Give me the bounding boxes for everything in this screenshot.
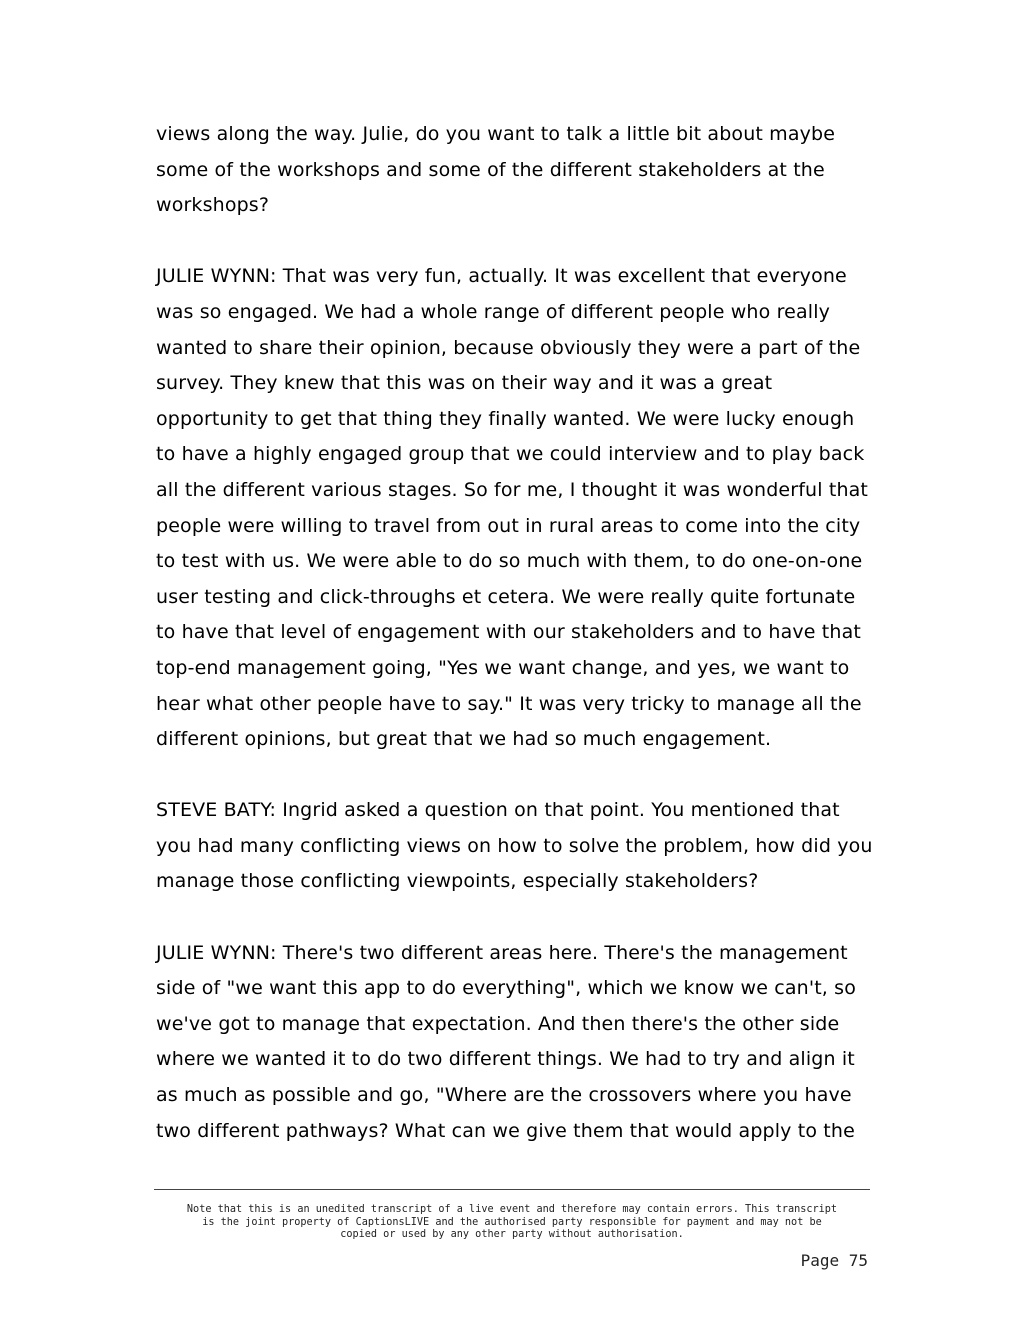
transcript-line: all the different various stages. So for me, I thought it was wonderful that	[156, 478, 869, 501]
transcript-line: survey. They knew that this was on their way and it was a great	[156, 372, 773, 395]
transcript-line: to test with us. We were able to do so much with them, to do one-on-one	[156, 550, 863, 573]
page-number: Page 75	[800, 1251, 868, 1270]
transcript-line: as much as possible and go, "Where are the crossovers where you have	[156, 1084, 852, 1107]
transcript-paragraph	[156, 936, 876, 1150]
transcript-line: two different pathways? What can we give them that would apply to the	[156, 1119, 855, 1142]
transcript-line: wanted to share their opinion, because obviously they were a part of the	[156, 336, 861, 359]
transcript-line: different opinions, but great that we had so much engagement.	[156, 728, 772, 751]
transcript-line: opportunity to get that thing they finally wanted. We were lucky enough	[156, 407, 855, 430]
transcript-paragraph	[156, 259, 876, 757]
transcript-line: manage those conflicting viewpoints, especially stakeholders?	[156, 870, 759, 893]
transcript-line: some of the workshops and some of the different stakeholders at the	[156, 158, 825, 181]
transcript-line: STEVE BATY: Ingrid asked a question on that point. You mentioned that	[156, 799, 840, 822]
transcript-paragraph	[156, 793, 876, 900]
transcript-line: we've got to manage that expectation. And then there's the other side	[156, 1012, 840, 1035]
transcript-paragraph	[156, 117, 876, 224]
transcript-body	[156, 117, 876, 1149]
footer-disclaimer-line: copied or used by any other party without authorisation.	[340, 1229, 684, 1241]
transcript-line: where we wanted it to do two different things. We had to try and align it	[156, 1048, 855, 1071]
transcript-line: you had many conflicting views on how to solve the problem, how did you	[156, 834, 873, 857]
transcript-line: top-end management going, "Yes we want change, and yes, we want to	[156, 656, 850, 679]
transcript-line: hear what other people have to say." It was very tricky to manage all the	[156, 692, 862, 715]
transcript-line: views along the way. Julie, do you want to talk a little bit about maybe	[156, 123, 836, 145]
paragraph-spacer	[156, 758, 876, 794]
transcript-line: workshops?	[156, 194, 270, 217]
footer-disclaimer-line: is the joint property of CaptionsLIVE and the authorised party responsible for payment and may not be	[202, 1216, 822, 1228]
transcript-line: JULIE WYNN: That was very fun, actually. It was excellent that everyone	[156, 265, 847, 288]
transcript-line: user testing and click-throughs et cetera. We were really quite fortunate	[156, 585, 856, 608]
transcript-line: to have that level of engagement with our stakeholders and to have that	[156, 621, 861, 644]
footer-disclaimer-line: Note that this is an unedited transcript of a live event and therefore may contain errors. This transcript	[186, 1204, 838, 1215]
transcript-line: people were willing to travel from out in rural areas to come into the city	[156, 514, 861, 537]
transcript-line: was so engaged. We had a whole range of different people who really	[156, 300, 831, 323]
paragraph-spacer	[156, 900, 876, 936]
transcript-line: JULIE WYNN: There's two different areas here. There's the management	[156, 941, 848, 964]
footer-disclaimer	[154, 1204, 870, 1242]
footer-divider	[154, 1189, 870, 1190]
transcript-line: side of "we want this app to do everything", which we know we can't, so	[156, 977, 856, 1000]
transcript-line: to have a highly engaged group that we could interview and to play back	[156, 443, 865, 466]
paragraph-spacer	[156, 224, 876, 260]
